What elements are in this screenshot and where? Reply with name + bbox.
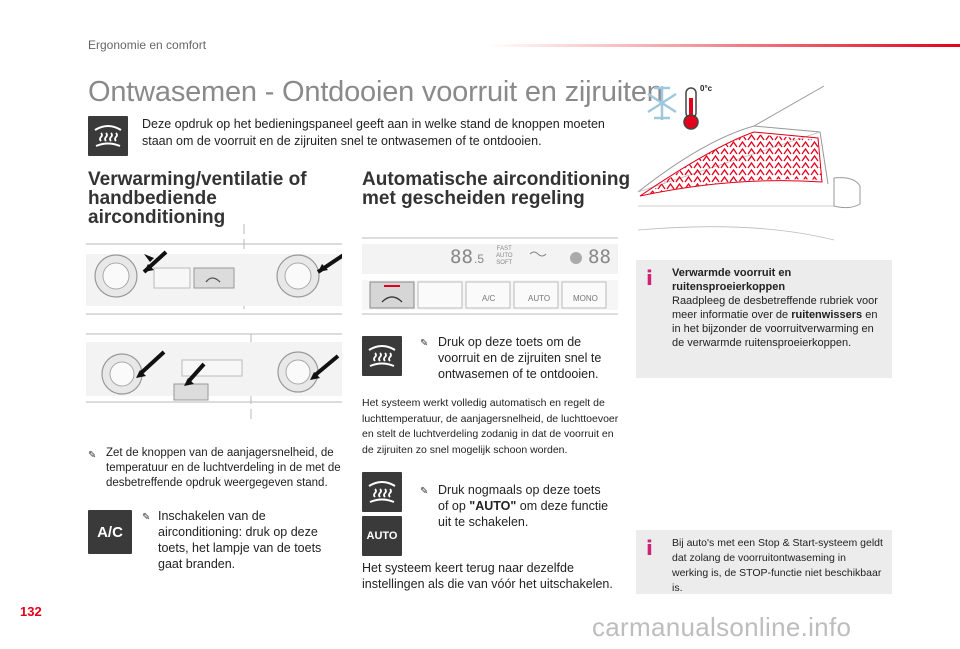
manual-bullet-ac: Inschakelen van de airconditioning: druk op deze toets, het lampje van de toets gaat branden. bbox=[158, 509, 322, 571]
auto-bullet-off: Druk nogmaals op deze toets of op "AUTO" om deze functie uit te schakelen. bbox=[438, 483, 609, 529]
panel-btn-ac: A/C bbox=[482, 294, 496, 303]
defrost-front-icon bbox=[362, 472, 402, 512]
defrost-front-icon bbox=[88, 116, 128, 156]
info-panel-heated-windscreen: i Verwarmde voorruit en ruitensproeierkoppen Raadpleeg de desbetreffende rubriek voor meer informatie over de ruitenwissers en in het bijzonder de voorruitverwarming en de verwarmde ruitensproeierkoppen. bbox=[636, 260, 892, 378]
heating-arrows bbox=[648, 134, 824, 196]
ac-button-icon: A/C bbox=[88, 510, 132, 554]
page-title: Ontwasemen - Ontdooien voorruit en zijruiten bbox=[88, 76, 663, 108]
panel-temp-left: 88 bbox=[450, 246, 473, 268]
windscreen-illustration bbox=[634, 80, 896, 266]
header-accent-bar bbox=[488, 44, 960, 47]
panel-btn-auto: AUTO bbox=[528, 294, 551, 303]
panel-temp-left-decimal: .5 bbox=[474, 252, 485, 266]
info-icon: i bbox=[646, 536, 653, 560]
auto-button-icon: AUTO bbox=[362, 516, 402, 556]
info-icon: i bbox=[646, 266, 653, 290]
panel-btn-mono: MONO bbox=[573, 294, 598, 303]
temperature-label: 0°c bbox=[700, 84, 713, 93]
auto-climate-heading: Automatische airconditioning met gescheiden regeling bbox=[362, 169, 631, 209]
manual-climate-heading: Verwarming/ventilatie of handbediende airconditioning bbox=[88, 169, 307, 228]
bullet-marker: ✎ bbox=[420, 338, 429, 349]
bullet-marker: ✎ bbox=[142, 512, 151, 523]
panel-temp-right: 88 bbox=[588, 246, 611, 268]
auto-closing: Het systeem keert terug naar dezelfde instellingen als die van vóór het uitschakelen. bbox=[362, 561, 613, 591]
defrost-front-icon bbox=[362, 336, 402, 376]
info-panel-stop-start: i Bij auto's met een Stop & Start-systeem geldt dat zolang de voorruitontwaseming in werking is, de STOP-functie niet beschikbaar is. bbox=[636, 530, 892, 594]
panel-fan-modes: FAST AUTO SOFT bbox=[496, 246, 513, 266]
manual-panel-illustration bbox=[86, 224, 342, 424]
page-number: 132 bbox=[20, 604, 42, 619]
manual-bullet-knobs: Zet de knoppen van de aanjagersnelheid, de temperatuur en de luchtverdeling in de met de desbetreffende opdruk weergegeven stand. bbox=[106, 447, 341, 489]
watermark: carmanualsonline.info bbox=[592, 612, 852, 642]
bullet-marker: ✎ bbox=[88, 450, 97, 461]
section-header: Ergonomie en comfort bbox=[88, 38, 207, 52]
auto-note: Het systeem werkt volledig automatisch en regelt de luchttemperatuur, de aanjagersnelheid, de luchttoevoer en stelt de luchtverdeling zodanig in dat de voorruit en de zijruiten zo snel mogelijk schoon worden. bbox=[362, 397, 619, 456]
bullet-marker: ✎ bbox=[420, 486, 429, 497]
auto-bullet-press: Druk op deze toets om de voorruit en de zijruiten snel te ontwasemen of te ontdooien. bbox=[438, 335, 602, 381]
intro-text: Deze opdruk op het bedieningspaneel geeft aan in welke stand de knoppen moeten staan om de voorruit en de zijruiten snel te ontwasemen of te ontdooien. bbox=[142, 117, 605, 148]
auto-panel-illustration bbox=[362, 232, 618, 320]
